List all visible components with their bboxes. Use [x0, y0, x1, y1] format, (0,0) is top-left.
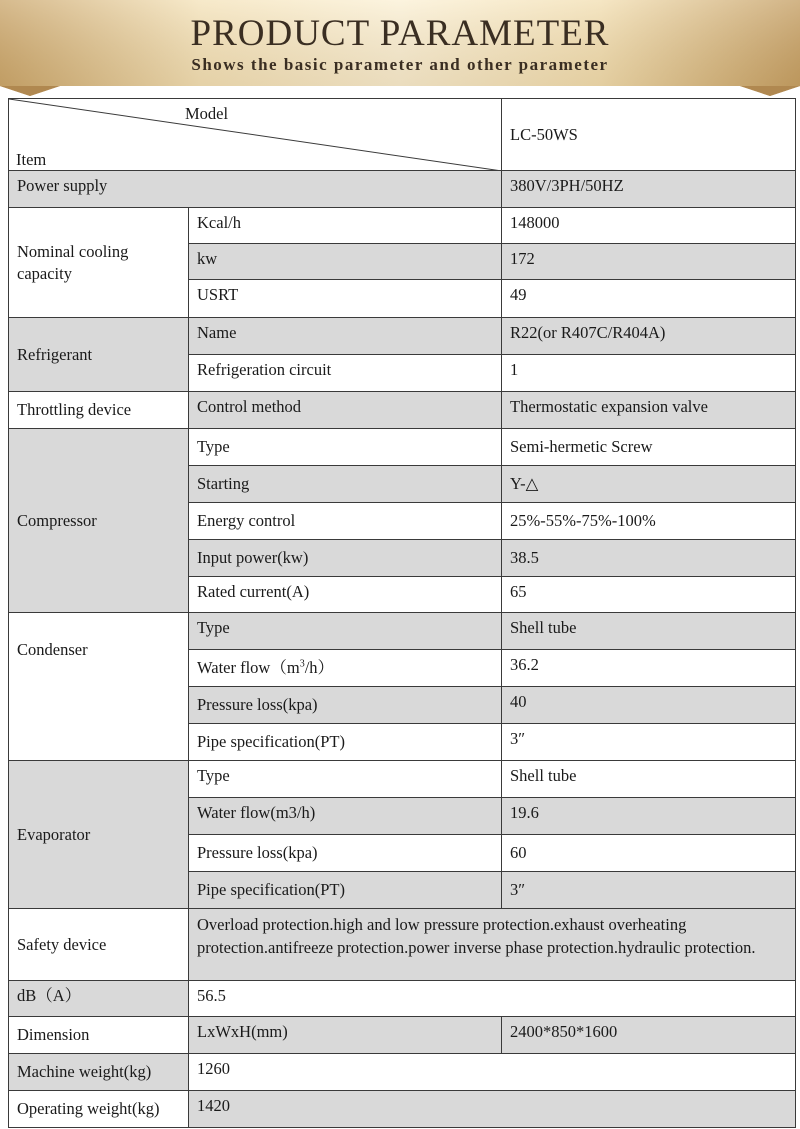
param-value: 25%-55%-75%-100% — [502, 503, 796, 540]
safety-device-value: Overload protection.high and low pressure protection.exhaust overheating protection.antifreeze protection.power inverse phase protection.hydraulic protection. — [189, 909, 796, 981]
param-name: Water flow(m3/h) — [189, 798, 502, 835]
table-row — [9, 208, 796, 244]
param-value: 172 — [502, 244, 796, 280]
water-flow-suffix: /h） — [304, 658, 335, 677]
param-value: 40 — [502, 687, 796, 724]
param-value: 3″ — [502, 724, 796, 761]
model-item-header-cell — [9, 99, 502, 171]
param-name: Starting — [189, 466, 502, 503]
water-flow-prefix: Water flow（m — [197, 658, 300, 677]
compressor-label: Compressor — [9, 429, 189, 613]
table-row — [9, 392, 796, 429]
table-row — [9, 981, 796, 1017]
power-supply-value: 380V/3PH/50HZ — [502, 171, 796, 208]
machine-weight-value: 1260 — [189, 1054, 796, 1091]
param-value: 3″ — [502, 872, 796, 909]
param-name: Pressure loss(kpa) — [189, 835, 502, 872]
cooling-capacity-label: Nominal cooling capacity — [9, 208, 189, 318]
table-row — [9, 909, 796, 981]
param-name: LxWxH(mm) — [189, 1017, 502, 1054]
param-name: Name — [189, 318, 502, 355]
param-name: Control method — [189, 392, 502, 429]
param-value: 38.5 — [502, 540, 796, 577]
param-name: Pipe specification(PT) — [189, 724, 502, 761]
db-label: dB（A） — [9, 981, 189, 1017]
param-value: 36.2 — [502, 650, 796, 687]
evaporator-label: Evaporator — [9, 761, 189, 909]
table-row — [9, 318, 796, 355]
table-row — [9, 429, 796, 466]
param-value: Y-△ — [502, 466, 796, 503]
model-value: LC-50WS — [502, 99, 796, 171]
table-row — [9, 761, 796, 798]
parameter-table — [8, 98, 796, 1128]
param-name: Type — [189, 613, 502, 650]
table-row — [9, 171, 796, 208]
page-title: PRODUCT PARAMETER — [190, 13, 610, 54]
param-value: Semi-hermetic Screw — [502, 429, 796, 466]
throttling-label: Throttling device — [9, 392, 189, 429]
header-banner — [0, 0, 800, 96]
param-value: 60 — [502, 835, 796, 872]
param-name: Type — [189, 429, 502, 466]
param-value: 49 — [502, 280, 796, 318]
param-name: Energy control — [189, 503, 502, 540]
table-row — [9, 1091, 796, 1128]
param-name: Refrigeration circuit — [189, 355, 502, 392]
param-value: Thermostatic expansion valve — [502, 392, 796, 429]
table-header-row — [9, 99, 796, 171]
param-name: Input power(kw) — [189, 540, 502, 577]
operating-weight-value: 1420 — [189, 1091, 796, 1128]
param-value: Shell tube — [502, 613, 796, 650]
param-value: 65 — [502, 577, 796, 613]
dimension-label: Dimension — [9, 1017, 189, 1054]
model-label: Model — [185, 104, 229, 123]
param-name: USRT — [189, 280, 502, 318]
param-value: 148000 — [502, 208, 796, 244]
table-row — [9, 1054, 796, 1091]
refrigerant-label: Refrigerant — [9, 318, 189, 392]
param-name — [189, 650, 502, 687]
param-name: kw — [189, 244, 502, 280]
param-value: 2400*850*1600 — [502, 1017, 796, 1054]
param-name: Rated current(A) — [189, 577, 502, 613]
param-name: Pipe specification(PT) — [189, 872, 502, 909]
diagonal-line — [9, 99, 502, 171]
table-row — [9, 1017, 796, 1054]
db-value: 56.5 — [189, 981, 796, 1017]
param-value: 19.6 — [502, 798, 796, 835]
superscript: 3 — [299, 658, 305, 670]
param-name: Kcal/h — [189, 208, 502, 244]
condenser-label: Condenser — [9, 613, 189, 761]
param-value: 1 — [502, 355, 796, 392]
power-supply-label: Power supply — [9, 171, 502, 208]
operating-weight-label: Operating weight(kg) — [9, 1091, 189, 1128]
table-row — [9, 613, 796, 650]
param-value: Shell tube — [502, 761, 796, 798]
safety-device-label: Safety device — [9, 909, 189, 981]
page-subtitle: Shows the basic parameter and other parameter — [191, 55, 609, 74]
item-label: Item — [16, 150, 47, 169]
param-value: R22(or R407C/R404A) — [502, 318, 796, 355]
machine-weight-label: Machine weight(kg) — [9, 1054, 189, 1091]
param-name: Pressure loss(kpa) — [189, 687, 502, 724]
param-name: Type — [189, 761, 502, 798]
